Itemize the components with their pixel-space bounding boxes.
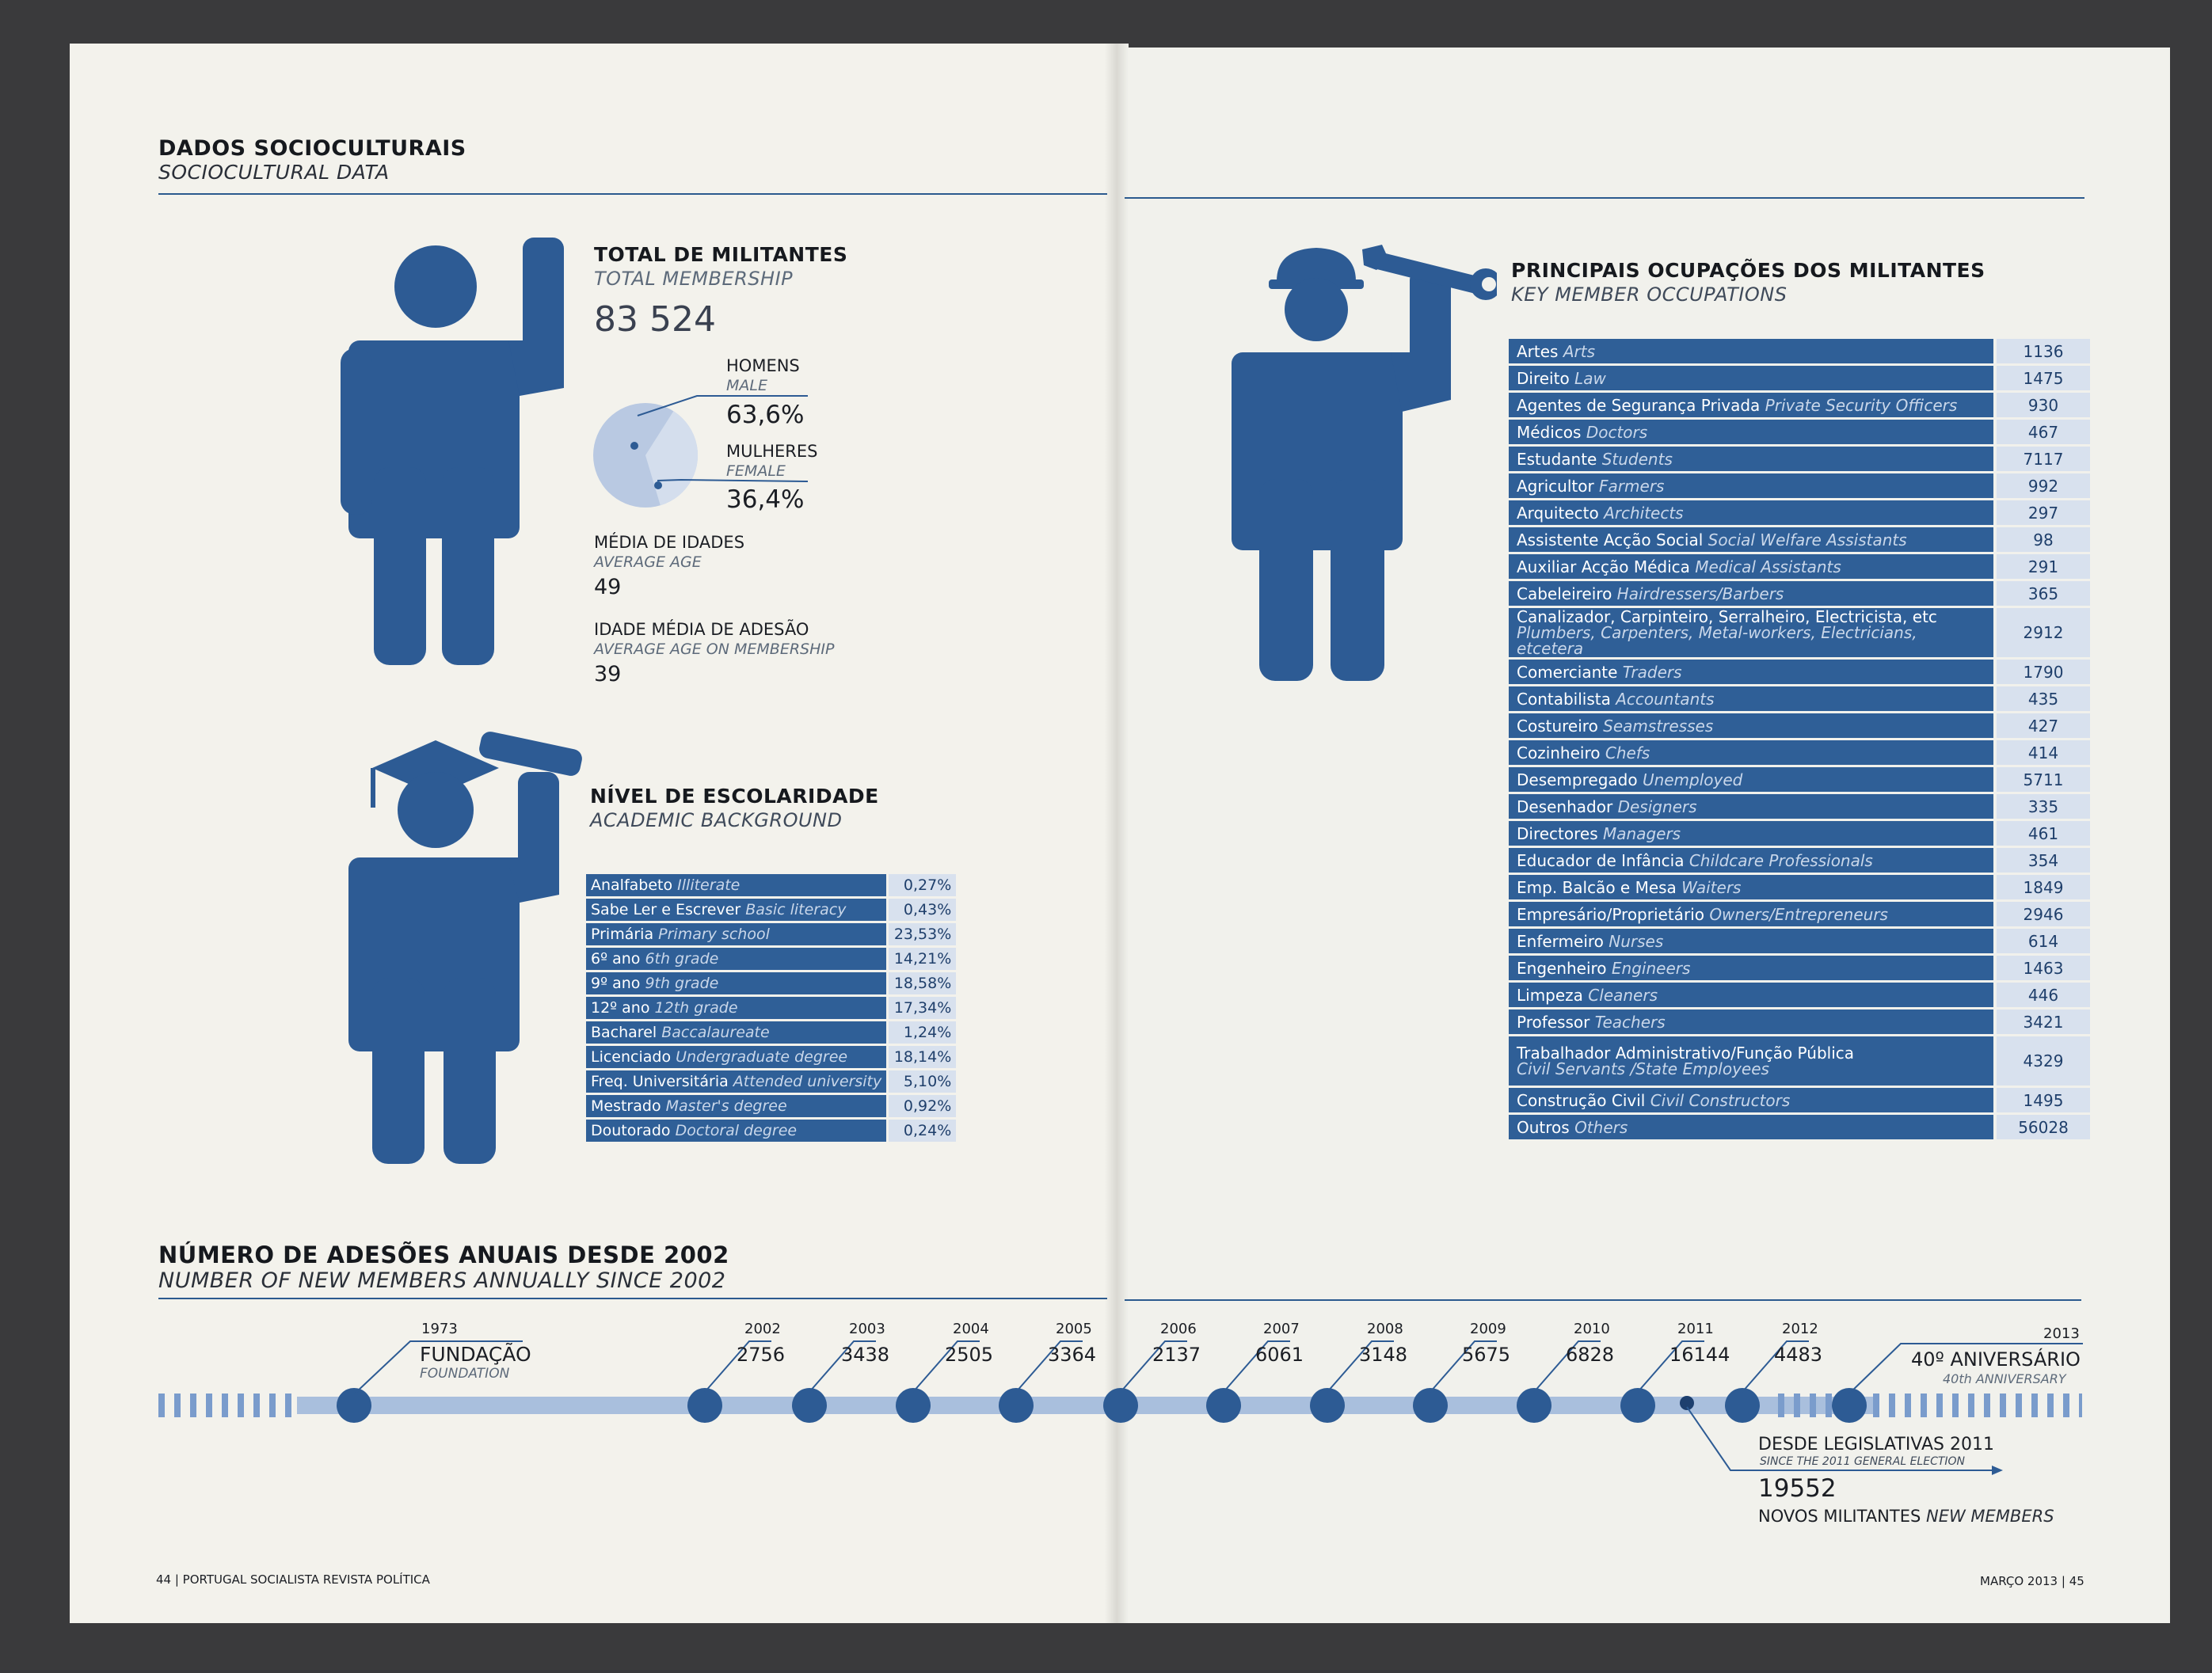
education-label-pt: 6º ano bbox=[591, 950, 641, 968]
occupation-row bbox=[1509, 581, 2090, 606]
education-row bbox=[586, 874, 956, 896]
occupations-subtitle: KEY MEMBER OCCUPATIONS bbox=[1511, 283, 1787, 306]
occupation-value: 2946 bbox=[1993, 902, 2090, 926]
timeline-value: 3148 bbox=[1359, 1344, 1408, 1366]
join-age-label: IDADE MÉDIA DE ADESÃO bbox=[594, 620, 809, 639]
education-row bbox=[586, 1021, 956, 1044]
occupation-label-pt: Direito bbox=[1517, 368, 1570, 388]
timeline-year: 2006 bbox=[1160, 1321, 1197, 1337]
education-row bbox=[586, 899, 956, 921]
education-label-en: Master's degree bbox=[665, 1097, 787, 1115]
education-row bbox=[586, 1070, 956, 1093]
occupation-value: 1463 bbox=[1993, 956, 2090, 980]
timeline-value: 3438 bbox=[841, 1344, 890, 1366]
avg-age-sublabel: AVERAGE AGE bbox=[594, 553, 702, 571]
education-value: 5,10% bbox=[886, 1070, 956, 1093]
education-value: 0,24% bbox=[886, 1120, 956, 1142]
occupation-name bbox=[1509, 1115, 1993, 1139]
timeline-year: 2011 bbox=[1677, 1321, 1714, 1337]
occupation-row bbox=[1509, 420, 2090, 444]
education-title: NÍVEL DE ESCOLARIDADE bbox=[590, 785, 879, 808]
occupation-value: 4329 bbox=[1993, 1036, 2090, 1086]
education-label-pt: Licenciado bbox=[591, 1048, 672, 1066]
occupation-label-pt: Costureiro bbox=[1517, 716, 1598, 736]
occupation-row bbox=[1509, 713, 2090, 738]
occupations-title: PRINCIPAIS OCUPAÇÕES DOS MILITANTES bbox=[1511, 259, 1985, 282]
occupation-row bbox=[1509, 686, 2090, 711]
timeline-value: 4483 bbox=[1774, 1344, 1823, 1366]
occupation-name bbox=[1509, 740, 1993, 765]
occupation-row bbox=[1509, 929, 2090, 953]
education-label-pt: Freq. Universitária bbox=[591, 1073, 729, 1090]
occupation-label-pt: Limpeza bbox=[1517, 985, 1583, 1005]
timeline-rule bbox=[158, 1298, 1107, 1299]
occupation-name bbox=[1509, 608, 1993, 657]
membership-title: TOTAL DE MILITANTES bbox=[594, 243, 848, 266]
occupation-row bbox=[1509, 983, 2090, 1007]
occupation-name bbox=[1509, 393, 1993, 417]
timeline-value: 6061 bbox=[1255, 1344, 1304, 1366]
occupation-value: 461 bbox=[1993, 821, 2090, 846]
occupation-row bbox=[1509, 366, 2090, 390]
occupation-name bbox=[1509, 821, 1993, 846]
education-row bbox=[586, 1120, 956, 1142]
occupation-row bbox=[1509, 608, 2090, 657]
occupation-label-pt: Professor bbox=[1517, 1012, 1590, 1032]
occupation-label-pt: Estudante bbox=[1517, 449, 1597, 469]
timeline-year: 2003 bbox=[849, 1321, 885, 1337]
occupation-label-en: Managers bbox=[1603, 823, 1681, 843]
occupation-label-en: Designers bbox=[1617, 797, 1697, 816]
occupation-row bbox=[1509, 393, 2090, 417]
occupation-value: 930 bbox=[1993, 393, 2090, 417]
occupation-value: 297 bbox=[1993, 500, 2090, 525]
occupation-name bbox=[1509, 447, 1993, 471]
occupation-value: 3421 bbox=[1993, 1010, 2090, 1034]
occupation-row bbox=[1509, 902, 2090, 926]
occupation-label-pt: Contabilista bbox=[1517, 689, 1611, 709]
men-label: HOMENS bbox=[726, 356, 800, 375]
anniversary-label: 40º ANIVERSÁRIO bbox=[1911, 1348, 2081, 1371]
membership-total: 83 524 bbox=[594, 299, 716, 340]
education-label-pt: Analfabeto bbox=[591, 876, 673, 894]
new-members-sublabel: NEW MEMBERS bbox=[1926, 1507, 2054, 1526]
occupation-label-pt: Engenheiro bbox=[1517, 958, 1607, 978]
occupation-label-en: Cleaners bbox=[1588, 985, 1658, 1005]
timeline-year: 2008 bbox=[1367, 1321, 1403, 1337]
education-row bbox=[586, 1046, 956, 1068]
occupation-row bbox=[1509, 1010, 2090, 1034]
education-value: 0,27% bbox=[886, 874, 956, 896]
occupation-row bbox=[1509, 1115, 2090, 1139]
election-sublabel: SINCE THE 2011 GENERAL ELECTION bbox=[1760, 1455, 1966, 1468]
timeline-value: 6828 bbox=[1566, 1344, 1615, 1366]
occupation-label-pt: Agentes de Segurança Privada bbox=[1517, 395, 1761, 415]
election-new-members-value: 19552 bbox=[1758, 1474, 1837, 1503]
timeline-year: 2004 bbox=[953, 1321, 989, 1337]
education-label-pt: 9º ano bbox=[591, 975, 641, 992]
education-name bbox=[586, 972, 886, 994]
occupation-name bbox=[1509, 767, 1993, 792]
occupation-value: 992 bbox=[1993, 473, 2090, 498]
election-label: DESDE LEGISLATIVAS 2011 bbox=[1758, 1435, 1994, 1454]
occupation-value: 1495 bbox=[1993, 1088, 2090, 1112]
men-value: 63,6% bbox=[726, 401, 805, 429]
header-rule bbox=[158, 193, 1107, 195]
education-label-pt: Bacharel bbox=[591, 1024, 657, 1041]
education-name bbox=[586, 1120, 886, 1142]
section-title: DADOS SOCIOCULTURAIS bbox=[158, 136, 466, 161]
education-name bbox=[586, 874, 886, 896]
occupation-label-en: Hairdressers/Barbers bbox=[1616, 584, 1784, 603]
education-label-pt: Sabe Ler e Escrever bbox=[591, 901, 741, 918]
education-subtitle: ACADEMIC BACKGROUND bbox=[590, 809, 843, 831]
education-name bbox=[586, 1070, 886, 1093]
anniversary-sublabel: 40th ANNIVERSARY bbox=[1943, 1371, 2066, 1386]
avg-age-label: MÉDIA DE IDADES bbox=[594, 533, 745, 552]
occupation-label-pt: Comerciante bbox=[1517, 662, 1618, 682]
occupation-value: 5711 bbox=[1993, 767, 2090, 792]
timeline-value: 5675 bbox=[1462, 1344, 1511, 1366]
founding-year: 1973 bbox=[421, 1321, 458, 1337]
education-label-en: 6th grade bbox=[645, 950, 719, 968]
occupation-name bbox=[1509, 554, 1993, 579]
occupation-row bbox=[1509, 875, 2090, 899]
education-value: 23,53% bbox=[886, 923, 956, 945]
education-row bbox=[586, 923, 956, 945]
occupation-value: 1849 bbox=[1993, 875, 2090, 899]
occupation-label-en: Seamstresses bbox=[1603, 716, 1714, 736]
timeline-year: 2010 bbox=[1574, 1321, 1610, 1337]
education-label-en: Doctoral degree bbox=[675, 1122, 798, 1139]
occupation-value: 7117 bbox=[1993, 447, 2090, 471]
education-row bbox=[586, 972, 956, 994]
occupation-label-pt: Canalizador, Carpinteiro, Serralheiro, Electricista, etc bbox=[1517, 607, 1937, 626]
timeline-rule-right bbox=[1125, 1299, 2081, 1301]
occupation-row bbox=[1509, 821, 2090, 846]
women-sublabel: FEMALE bbox=[726, 462, 786, 480]
occupation-label-en: Doctors bbox=[1586, 422, 1648, 442]
education-label-en: Primary school bbox=[658, 926, 770, 943]
occupation-label-en: Social Welfare Assistants bbox=[1708, 530, 1907, 549]
occupation-label-pt: Cabeleireiro bbox=[1517, 584, 1612, 603]
occupation-row bbox=[1509, 473, 2090, 498]
membership-subtitle: TOTAL MEMBERSHIP bbox=[594, 268, 794, 290]
timeline-subtitle: NUMBER OF NEW MEMBERS ANNUALLY SINCE 2002 bbox=[158, 1268, 726, 1293]
occupation-name bbox=[1509, 473, 1993, 498]
timeline-value: 2137 bbox=[1152, 1344, 1201, 1366]
education-value: 14,21% bbox=[886, 948, 956, 970]
occupation-row bbox=[1509, 527, 2090, 552]
occupation-label-en: Farmers bbox=[1599, 476, 1665, 496]
anniversary-year: 2013 bbox=[2043, 1325, 2080, 1342]
occupation-label-en: Engineers bbox=[1611, 958, 1691, 978]
occupation-value: 467 bbox=[1993, 420, 2090, 444]
occupation-name bbox=[1509, 1088, 1993, 1112]
occupation-value: 427 bbox=[1993, 713, 2090, 738]
education-name bbox=[586, 997, 886, 1019]
occupation-label-en: Owners/Entrepreneurs bbox=[1709, 904, 1888, 924]
occupation-value: 446 bbox=[1993, 983, 2090, 1007]
education-label-en: 12th grade bbox=[654, 999, 738, 1017]
occupation-value: 414 bbox=[1993, 740, 2090, 765]
occupation-label-pt: Educador de Infância bbox=[1517, 850, 1685, 870]
new-members-caption bbox=[1758, 1507, 2054, 1526]
education-name bbox=[586, 1095, 886, 1117]
occupation-value: 335 bbox=[1993, 794, 2090, 819]
occupation-label-en: Traders bbox=[1622, 662, 1682, 682]
founding-sublabel: FOUNDATION bbox=[420, 1366, 510, 1382]
founding-label: FUNDAÇÃO bbox=[420, 1343, 531, 1366]
occupation-value: 56028 bbox=[1993, 1115, 2090, 1139]
occupation-value: 291 bbox=[1993, 554, 2090, 579]
occupations-table bbox=[1509, 337, 2090, 1142]
education-value: 0,43% bbox=[886, 899, 956, 921]
occupation-name bbox=[1509, 660, 1993, 684]
occupation-name bbox=[1509, 713, 1993, 738]
occupation-name bbox=[1509, 1036, 1993, 1086]
occupation-name bbox=[1509, 366, 1993, 390]
occupation-name bbox=[1509, 581, 1993, 606]
timeline-title: NÚMERO DE ADESÕES ANUAIS DESDE 2002 bbox=[158, 1241, 729, 1268]
occupation-value: 98 bbox=[1993, 527, 2090, 552]
join-age-sublabel: AVERAGE AGE ON MEMBERSHIP bbox=[594, 641, 835, 658]
occupation-value: 614 bbox=[1993, 929, 2090, 953]
occupation-label-pt: Enfermeiro bbox=[1517, 931, 1604, 951]
occupation-name bbox=[1509, 956, 1993, 980]
occupation-name bbox=[1509, 983, 1993, 1007]
timeline-value: 2505 bbox=[945, 1344, 994, 1366]
education-name bbox=[586, 1021, 886, 1044]
timeline-value: 16144 bbox=[1669, 1344, 1730, 1366]
occupation-label-en: Others bbox=[1574, 1117, 1628, 1137]
occupation-row bbox=[1509, 660, 2090, 684]
women-value: 36,4% bbox=[726, 485, 805, 514]
education-label-en: Illiterate bbox=[677, 876, 741, 894]
occupation-label-pt: Empresário/Proprietário bbox=[1517, 904, 1704, 924]
education-label-pt: Mestrado bbox=[591, 1097, 661, 1115]
occupation-label-pt: Assistente Acção Social bbox=[1517, 530, 1704, 549]
occupation-label-en: Nurses bbox=[1609, 931, 1664, 951]
occupation-label-pt: Cozinheiro bbox=[1517, 743, 1601, 762]
occupation-label-en: Arts bbox=[1563, 341, 1596, 361]
occupation-row bbox=[1509, 740, 2090, 765]
occupation-label-pt: Artes bbox=[1517, 341, 1559, 361]
occupation-name bbox=[1509, 794, 1993, 819]
occupation-name bbox=[1509, 339, 1993, 363]
occupation-row bbox=[1509, 554, 2090, 579]
occupation-value: 1136 bbox=[1993, 339, 2090, 363]
education-value: 0,92% bbox=[886, 1095, 956, 1117]
education-label-en: Attended university bbox=[733, 1073, 882, 1090]
avg-age-value: 49 bbox=[594, 575, 622, 599]
occupation-name bbox=[1509, 929, 1993, 953]
section-subtitle: SOCIOCULTURAL DATA bbox=[158, 161, 390, 184]
worker-with-wrench-icon bbox=[1228, 234, 1497, 685]
occupation-label-pt: Emp. Balcão e Mesa bbox=[1517, 877, 1677, 897]
timeline-year: 2007 bbox=[1263, 1321, 1300, 1337]
occupation-label-pt: Agricultor bbox=[1517, 476, 1594, 496]
occupation-label-en: Waiters bbox=[1681, 877, 1742, 897]
occupation-label-en: Law bbox=[1574, 368, 1606, 388]
occupation-value: 365 bbox=[1993, 581, 2090, 606]
occupation-label-pt: Directores bbox=[1517, 823, 1598, 843]
occupation-value: 435 bbox=[1993, 686, 2090, 711]
education-name bbox=[586, 948, 886, 970]
timeline-year: 2009 bbox=[1470, 1321, 1506, 1337]
occupation-label-en: Accountants bbox=[1616, 689, 1715, 709]
occupation-label-pt: Trabalhador Administrativo/Função Pública bbox=[1517, 1044, 1855, 1063]
header-rule-right bbox=[1125, 197, 2084, 199]
occupation-row bbox=[1509, 767, 2090, 792]
occupation-label-en: Chefs bbox=[1605, 743, 1650, 762]
occupation-name bbox=[1509, 1010, 1993, 1034]
occupation-value: 2912 bbox=[1993, 608, 2090, 657]
occupation-label-en: Teachers bbox=[1594, 1012, 1666, 1032]
education-name bbox=[586, 1046, 886, 1068]
graduate-person-icon bbox=[348, 724, 586, 1168]
men-sublabel: MALE bbox=[726, 377, 767, 394]
timeline-year: 2005 bbox=[1056, 1321, 1092, 1337]
education-row bbox=[586, 1095, 956, 1117]
occupation-label-pt: Construção Civil bbox=[1517, 1090, 1646, 1110]
education-label-pt: Primária bbox=[591, 926, 654, 943]
occupation-row bbox=[1509, 1036, 2090, 1086]
timeline-year: 2012 bbox=[1782, 1321, 1818, 1337]
occupation-label-en: Plumbers, Carpenters, Metal-workers, Electricians, etcetera bbox=[1517, 623, 1917, 658]
education-name bbox=[586, 923, 886, 945]
occupation-label-en: Civil Servants /State Employees bbox=[1517, 1059, 1769, 1078]
occupation-name bbox=[1509, 875, 1993, 899]
occupation-value: 1790 bbox=[1993, 660, 2090, 684]
education-label-en: Basic literacy bbox=[745, 901, 847, 918]
occupation-row bbox=[1509, 848, 2090, 873]
education-value: 17,34% bbox=[886, 997, 956, 1019]
occupation-label-pt: Médicos bbox=[1517, 422, 1582, 442]
occupation-label-pt: Auxiliar Acção Médica bbox=[1517, 557, 1690, 576]
occupation-name bbox=[1509, 500, 1993, 525]
education-value: 18,14% bbox=[886, 1046, 956, 1068]
timeline-year: 2002 bbox=[744, 1321, 781, 1337]
occupation-value: 1475 bbox=[1993, 366, 2090, 390]
education-table bbox=[586, 872, 956, 1144]
women-label: MULHERES bbox=[726, 442, 818, 461]
left-footer: 44 | PORTUGAL SOCIALISTA REVISTA POLÍTICA bbox=[156, 1572, 430, 1587]
education-name bbox=[586, 899, 886, 921]
occupation-row bbox=[1509, 339, 2090, 363]
occupation-value: 354 bbox=[1993, 848, 2090, 873]
occupation-name bbox=[1509, 902, 1993, 926]
occupation-row bbox=[1509, 447, 2090, 471]
occupation-label-en: Civil Constructors bbox=[1650, 1090, 1791, 1110]
education-label-pt: 12º ano bbox=[591, 999, 650, 1017]
timeline-value: 3364 bbox=[1048, 1344, 1097, 1366]
occupation-row bbox=[1509, 500, 2090, 525]
education-label-en: Undergraduate degree bbox=[676, 1048, 848, 1066]
occupation-label-en: Unemployed bbox=[1642, 770, 1743, 789]
occupation-label-en: Childcare Professionals bbox=[1689, 850, 1873, 870]
occupation-name bbox=[1509, 527, 1993, 552]
education-label-en: Baccalaureate bbox=[661, 1024, 770, 1041]
occupation-name bbox=[1509, 848, 1993, 873]
education-value: 1,24% bbox=[886, 1021, 956, 1044]
new-members-label: NOVOS MILITANTES bbox=[1758, 1507, 1921, 1526]
occupation-label-en: Students bbox=[1601, 449, 1673, 469]
occupation-row bbox=[1509, 1088, 2090, 1112]
education-label-en: 9th grade bbox=[645, 975, 719, 992]
occupation-row bbox=[1509, 956, 2090, 980]
timeline-value: 2756 bbox=[737, 1344, 786, 1366]
occupation-label-en: Architects bbox=[1604, 503, 1684, 523]
education-row bbox=[586, 997, 956, 1019]
occupation-name bbox=[1509, 420, 1993, 444]
occupation-label-en: Private Security Officers bbox=[1765, 395, 1958, 415]
right-footer: MARÇO 2013 | 45 bbox=[1980, 1574, 2084, 1588]
occupation-row bbox=[1509, 794, 2090, 819]
education-value: 18,58% bbox=[886, 972, 956, 994]
occupation-label-pt: Desenhador bbox=[1517, 797, 1613, 816]
occupation-label-pt: Outros bbox=[1517, 1117, 1570, 1137]
occupation-label-pt: Desempregado bbox=[1517, 770, 1638, 789]
education-row bbox=[586, 948, 956, 970]
join-age-value: 39 bbox=[594, 662, 622, 686]
education-label-pt: Doutorado bbox=[591, 1122, 671, 1139]
occupation-name bbox=[1509, 686, 1993, 711]
occupation-label-en: Medical Assistants bbox=[1695, 557, 1841, 576]
occupation-label-pt: Arquitecto bbox=[1517, 503, 1599, 523]
raised-fist-person-icon bbox=[341, 230, 578, 673]
